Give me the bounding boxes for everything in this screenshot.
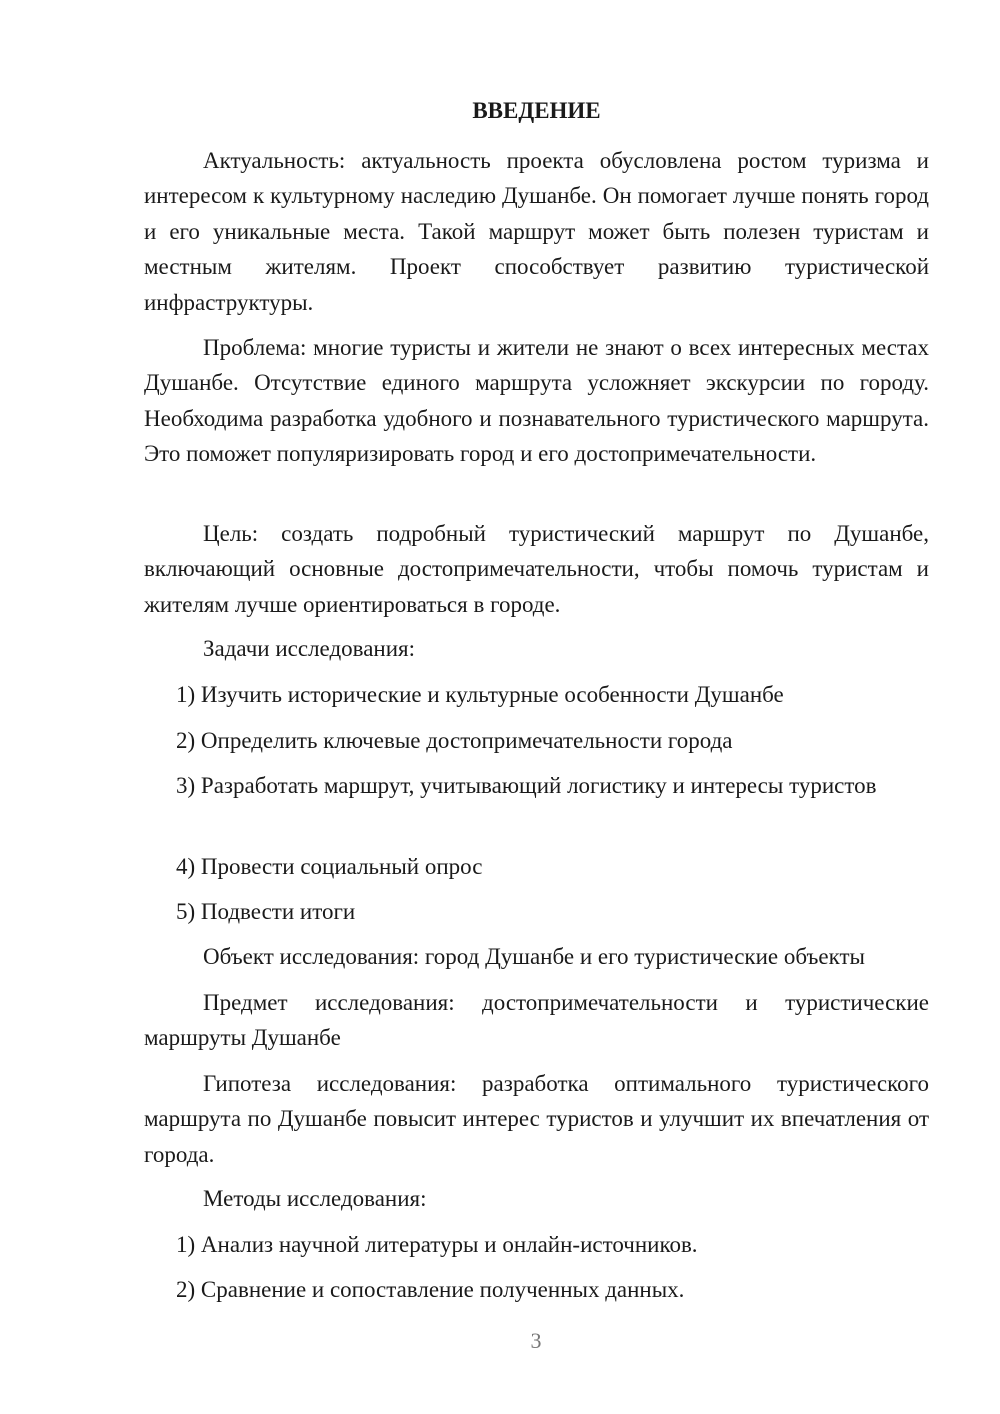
method-item-1: 1) Анализ научной литературы и онлайн-источников. (176, 1232, 698, 1257)
task-item-2: 2) Определить ключевые достопримечательности города (176, 728, 733, 753)
task-item-1: 1) Изучить исторические и культурные особенности Душанбе (176, 682, 784, 707)
paragraph-hypothesis: Гипотеза исследования: разработка оптимального туристического маршрута по Душанбе повысит интерес туристов и улучшит их впечатления от города. (144, 1071, 929, 1167)
methods-heading: Методы исследования: (203, 1186, 427, 1211)
task-item-3: 3) Разработать маршрут, учитывающий логистику и интересы туристов (176, 773, 877, 798)
paragraph-relevance: Актуальность: актуальность проекта обусловлена ростом туризма и интересом к культурному наследию Душанбе. Он помогает лучше понять город и его уникальные места. Такой маршрут может быть полезен туристам и местным жителям. Проект способствует развитию туристической инфраструктуры. (144, 148, 929, 315)
paragraph-problem: Проблема: многие туристы и жители не знают о всех интересных местах Душанбе. Отсутствие единого маршрута усложняет экскурсии по городу. Необходима разработка удобного и познавательного туристического маршрута. Это поможет популяризировать город и его достопримечательности. (144, 335, 929, 467)
task-item-4: 4) Провести социальный опрос (176, 854, 483, 879)
page-number: 3 (530, 1328, 542, 1353)
paragraph-object: Объект исследования: город Душанбе и его туристические объекты (203, 944, 865, 969)
section-title: ВВЕДЕНИЕ (472, 98, 601, 123)
task-item-5: 5) Подвести итоги (176, 899, 356, 924)
paragraph-subject: Предмет исследования: достопримечательности и туристические маршруты Душанбе (144, 990, 929, 1051)
method-item-2: 2) Сравнение и сопоставление полученных данных. (176, 1277, 685, 1302)
paragraph-goal: Цель: создать подробный туристический маршрут по Душанбе, включающий основные достопримечательности, чтобы помочь туристам и жителям лучше ориентироваться в городе. (144, 521, 929, 617)
tasks-heading: Задачи исследования: (203, 636, 416, 661)
